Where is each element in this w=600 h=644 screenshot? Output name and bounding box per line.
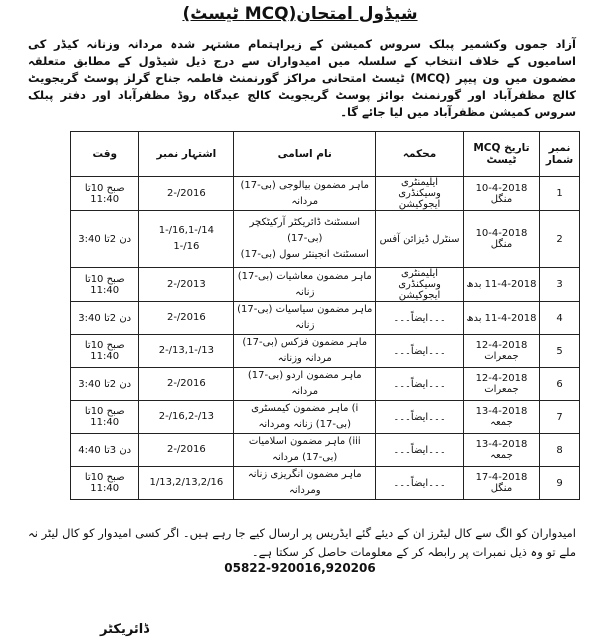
cell-sr: 8	[540, 434, 580, 467]
cell-time: دن 3تا 4:40	[71, 434, 139, 467]
advert-line: 1-/16	[173, 241, 200, 252]
cell-date: 12-4-2018 جمعرات	[463, 368, 539, 401]
cell-date: 17-4-2018 منگل	[463, 467, 539, 500]
advert-line: 2-/2013	[166, 278, 206, 290]
table-row	[71, 302, 580, 335]
advert-line: 2-/2016	[166, 187, 206, 199]
cell-date: 11-4-2018 بدھ	[463, 268, 539, 302]
header-dept: محکمہ	[376, 132, 464, 177]
advert-line: 1/13,2/13,2/16	[149, 477, 224, 488]
advert-line: 2-/16,2-/13	[158, 411, 215, 422]
table-header-row	[71, 132, 580, 177]
post-line: ماہر مضمون اردو (بی-17) مردانہ	[247, 370, 362, 397]
advert-line: 1-/16,1-/14	[158, 225, 215, 236]
post-line: ماہر مضمون فزکس (بی-17) مردانہ وزنانہ	[242, 337, 368, 364]
signature-director: ڈائریکٹر	[100, 622, 150, 637]
table-row	[71, 368, 580, 401]
cell-time: صبح 10تا 11:40	[71, 335, 139, 368]
cell-dept: ۔۔۔ایضاً۔۔۔	[376, 302, 464, 335]
cell-sr: 4	[540, 302, 580, 335]
cell-dept: ۔۔۔ایضاً۔۔۔	[376, 401, 464, 434]
cell-advert	[139, 177, 234, 211]
header-time: وقت	[71, 132, 139, 177]
cell-post	[234, 211, 376, 268]
cell-date: 10-4-2018 منگل	[463, 177, 539, 211]
post-line: اسسٹنٹ ڈائریکٹر آرکیٹکچر (بی-17)	[249, 217, 361, 244]
cell-time: دن 2تا 3:40	[71, 211, 139, 268]
cell-dept: ۔۔۔ایضاً۔۔۔	[376, 434, 464, 467]
cell-post	[234, 368, 376, 401]
cell-sr: 3	[540, 268, 580, 302]
cell-time: صبح 10تا 11:40	[71, 401, 139, 434]
cell-post	[234, 434, 376, 467]
cell-sr: 2	[540, 211, 580, 268]
cell-advert	[139, 467, 234, 500]
table-row	[71, 467, 580, 500]
cell-advert	[139, 368, 234, 401]
cell-sr: 9	[540, 467, 580, 500]
page-title: شیڈول امتحان(MCQ ٹیسٹ)	[182, 4, 418, 24]
cell-dept: ۔۔۔ایضاً۔۔۔	[376, 467, 464, 500]
advert-line: 2-/2016	[166, 378, 206, 389]
header-advert: اشتہار نمبر	[139, 132, 234, 177]
contact-phone: 05822-920016,920206	[224, 561, 376, 575]
post-line: ماہر مضمون بیالوجی (بی-17) مردانہ	[240, 179, 369, 207]
header-date: تاریخ MCQ ٹیسٹ	[463, 132, 539, 177]
cell-advert	[139, 302, 234, 335]
cell-post	[234, 401, 376, 434]
cell-date: 11-4-2018 بدھ	[463, 302, 539, 335]
intro-paragraph: آزاد جموں وکشمیر پبلک سروس کمیشن کے زیراہتمام مشتہر شدہ مردانہ وزنانہ کیڈر کی اسامیوں کے خلاف انتخاب کے سلسلہ میں امیدواران سے درج ذیل شیڈول کے مطابق متعلقہ مضمون میں ون پیپر (MCQ) ٹیسٹ امتحانی مراکز گورنمنٹ فاطمہ جناح گرلز پوسٹ گریجویٹ کالج مظفرآباد اور گورنمنٹ بوائز پوسٹ گریجویٹ کالج عیدگاہ روڈ مظفرآباد اور دفتر پبلک سروس کمیشن مظفرآباد میں لیا جائے گا۔	[28, 37, 576, 119]
cell-advert	[139, 401, 234, 434]
table-row	[71, 335, 580, 368]
cell-sr: 1	[540, 177, 580, 211]
cell-time: دن 2تا 3:40	[71, 302, 139, 335]
cell-time: صبح 10تا 11:40	[71, 268, 139, 302]
header-post: نام اسامی	[234, 132, 376, 177]
cell-time: صبح 10تا 11:40	[71, 177, 139, 211]
cell-sr: 5	[540, 335, 580, 368]
post-line: اسسٹنٹ انجینئر سول (بی-17)	[240, 249, 369, 260]
cell-dept: ۔۔۔ایضاً۔۔۔	[376, 335, 464, 368]
cell-post	[234, 302, 376, 335]
post-line: i) ماہر مضمون کیمسٹری (بی-17) زنانہ ومردانہ	[251, 403, 359, 430]
cell-post	[234, 177, 376, 211]
cell-advert	[139, 211, 234, 268]
cell-date: 13-4-2018 جمعہ	[463, 434, 539, 467]
cell-dept: سنٹرل ڈیزائن آفس	[376, 211, 464, 268]
cell-dept: ایلیمنٹری وسیکنڈری ایجوکیشن	[376, 268, 464, 302]
header-sr: نمبر شمار	[540, 132, 580, 177]
footer-note: امیدواران کو الگ سے کال لیٹرز ان کے دیئے گئے ایڈریس پر ارسال کیے جا رہے ہیں۔ اگر کسی امیدوار کو کال لیٹر نہ ملے تو وہ ذیل نمبرات پر رابطہ کر کے معلومات حاصل کر سکتا ہے۔	[28, 526, 576, 559]
table-row	[71, 177, 580, 211]
cell-advert	[139, 434, 234, 467]
cell-date: 13-4-2018 جمعہ	[463, 401, 539, 434]
cell-time: صبح 10تا 11:40	[71, 467, 139, 500]
cell-advert	[139, 335, 234, 368]
table-row	[71, 211, 580, 268]
advert-line: 2-/13,1-/13	[158, 345, 215, 356]
table-row	[71, 434, 580, 467]
post-line: ماہر مضمون معاشیات (بی-17) زنانہ	[237, 270, 372, 298]
cell-post	[234, 467, 376, 500]
cell-sr: 7	[540, 401, 580, 434]
table-row	[71, 268, 580, 302]
post-line: iii) ماہر مضمون اسلامیات (بی-17) مردانہ	[248, 436, 361, 463]
schedule-table	[70, 131, 580, 500]
cell-dept: ۔۔۔ایضاً۔۔۔	[376, 368, 464, 401]
cell-date: 10-4-2018 منگل	[463, 211, 539, 268]
cell-post	[234, 335, 376, 368]
post-line: ماہر مضمون سیاسیات (بی-17) زنانہ	[237, 304, 373, 331]
cell-date: 12-4-2018 جمعرات	[463, 335, 539, 368]
post-line: ماہر مضمون انگریزی زنانہ ومردانہ	[247, 469, 362, 496]
advert-line: 2-/2016	[166, 444, 206, 455]
cell-dept: ایلیمنٹری وسیکنڈری ایجوکیشن	[376, 177, 464, 211]
cell-time: دن 2تا 3:40	[71, 368, 139, 401]
cell-sr: 6	[540, 368, 580, 401]
advert-line: 2-/2016	[166, 312, 206, 323]
cell-post	[234, 268, 376, 302]
cell-advert	[139, 268, 234, 302]
table-row	[71, 401, 580, 434]
